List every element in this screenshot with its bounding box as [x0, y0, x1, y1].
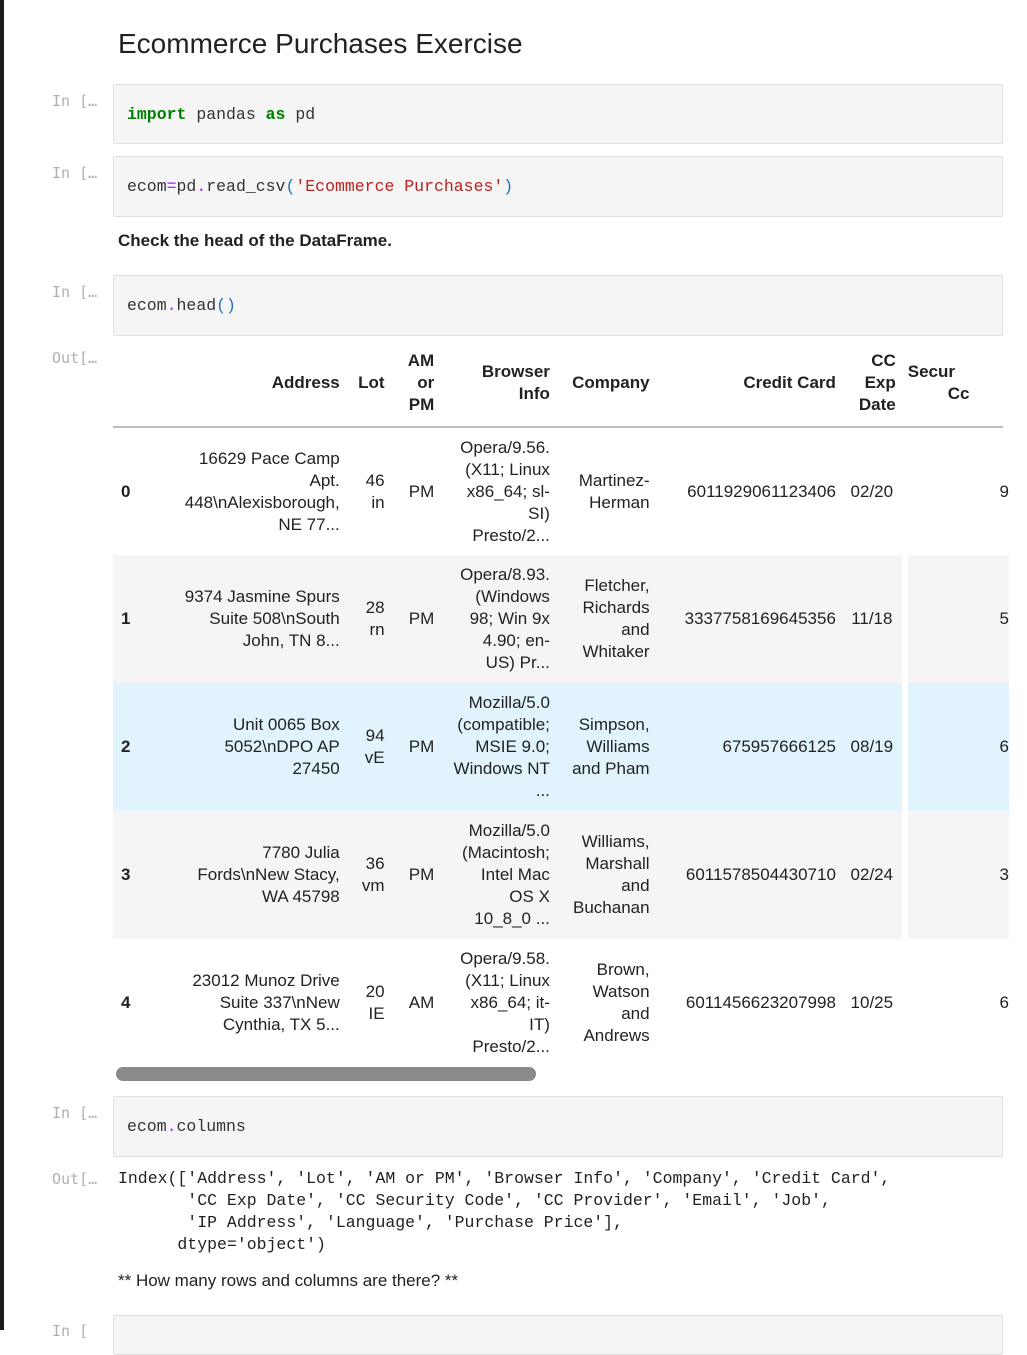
cell-am-or-pm: AM: [408, 993, 435, 1012]
cell-browser-info-line: (compatible;: [457, 715, 550, 734]
header-text: AM: [407, 351, 435, 370]
cell-company-line: and Pham: [572, 759, 650, 778]
cell-cc-exp-date: 02/20: [850, 481, 894, 501]
cell-lot: [346, 683, 391, 811]
cell-lot: [346, 939, 391, 1067]
cell-browser-info-line: ...: [535, 781, 550, 800]
cell-company-line: Simpson,: [578, 715, 650, 734]
cell-browser-info-line: Opera/9.56.: [460, 437, 550, 457]
row-index: 4: [121, 993, 131, 1012]
keyword: import: [127, 104, 187, 124]
cell-address: [139, 555, 346, 683]
table-row: [113, 683, 1003, 811]
cell-lot: [346, 811, 391, 939]
cell-company-line: Martinez-: [578, 470, 650, 490]
cell-cc-exp-date: 08/19: [850, 737, 894, 756]
cell-cc-security-code: 3: [999, 865, 1009, 884]
header-text: Lot: [358, 373, 385, 392]
cell-lot-line: 20: [365, 982, 385, 1001]
header-row: [113, 340, 1003, 427]
cell-address-line: Apt.: [309, 470, 340, 490]
cell-address: [139, 939, 346, 1067]
code-operator: .: [196, 177, 207, 196]
cell-browser-info: [440, 427, 556, 555]
cell-company-line: Watson: [592, 982, 650, 1001]
cell-am-or-pm: PM: [408, 609, 435, 628]
index-header: [113, 340, 139, 427]
cell-browser-info-line: OS X: [509, 887, 550, 906]
code-text: pandas: [186, 104, 266, 124]
code-var: ecom: [127, 177, 167, 196]
cell-address-line: 23012 Munoz Drive: [192, 971, 340, 990]
cell-credit-card: 6011578504430710: [685, 865, 836, 884]
cell-company-line: Andrews: [583, 1026, 650, 1045]
input-prompt: In […: [52, 1104, 98, 1122]
code-string: 'Ecommerce Purchases': [295, 177, 504, 196]
cell-address-line: Cynthia, TX 5...: [222, 1015, 340, 1034]
code-function: head: [176, 296, 217, 315]
header-text: Credit Card: [743, 373, 836, 392]
cell-lot-line: vm: [361, 876, 385, 895]
code-cell-read-csv[interactable]: [113, 156, 1003, 217]
cell-browser-info: [440, 939, 556, 1067]
cell-credit-card: 3337758169645356: [684, 609, 836, 628]
cell-cc-exp-date: 11/18: [851, 609, 893, 628]
table-row: [113, 939, 1003, 1067]
input-prompt: In [: [52, 1322, 89, 1340]
row-index: 3: [121, 865, 131, 884]
row-index: 1: [121, 609, 131, 628]
code-operator: .: [166, 296, 177, 315]
code-paren: (): [216, 296, 236, 315]
row-index: 0: [121, 481, 131, 501]
code-cell-import[interactable]: [113, 84, 1003, 144]
cell-browser-info-line: Intel Mac: [480, 865, 550, 884]
cell-lot: [346, 427, 391, 555]
dataframe-output[interactable]: [113, 340, 1009, 1070]
cell-browser-info-line: Windows NT: [453, 759, 550, 778]
header-text: PM: [408, 395, 435, 414]
cell-company-line: Herman: [589, 492, 650, 512]
cell-company: [556, 811, 656, 939]
cell-company-line: Williams: [586, 737, 650, 756]
cell-address-line: John, TN 8...: [242, 631, 340, 650]
cell-company-line: Brown,: [596, 960, 650, 979]
cell-lot-line: rn: [369, 620, 385, 639]
header-text: Info: [518, 384, 550, 403]
cell-lot-line: 28: [365, 598, 385, 617]
cell-browser-info-line: 4.90; en-: [482, 631, 550, 650]
header-text: Secur: [907, 362, 955, 381]
header-text: Exp: [864, 373, 896, 392]
column-header-cc-exp-date: [842, 340, 902, 427]
header-text: Date: [858, 395, 896, 414]
cell-address: [139, 811, 346, 939]
code-module: pd: [176, 177, 197, 196]
cell-cc-exp-date: 02/24: [850, 865, 894, 884]
cell-browser-info-line: x86_64; it-: [470, 993, 550, 1012]
output-prompt: Out[…: [52, 349, 98, 367]
column-header-credit-card: [656, 340, 842, 427]
output-prompt: Out[…: [52, 1170, 98, 1188]
cell-browser-info-line: x86_64; sl-: [466, 481, 550, 501]
header-text: or: [417, 373, 435, 392]
cell-browser-info-line: MSIE 9.0;: [475, 737, 550, 756]
cell-address-line: NE 77...: [278, 514, 340, 534]
code-paren: ): [503, 177, 514, 196]
cell-address: [139, 427, 346, 555]
header-text: Cc: [947, 384, 970, 403]
cell-browser-info-line: (Windows: [475, 587, 550, 606]
cell-lot-line: IE: [368, 1004, 385, 1023]
cell-company-line: and: [621, 620, 650, 639]
cell-browser-info-line: US) Pr...: [485, 653, 550, 672]
input-prompt: In […: [52, 283, 98, 301]
cell-company-line: Fletcher,: [584, 576, 650, 595]
cell-browser-info-line: IT): [529, 1015, 550, 1034]
cell-company-line: Buchanan: [573, 898, 650, 917]
header-text: Company: [572, 373, 650, 392]
header-text: CC: [871, 351, 896, 370]
cell-company-line: and: [621, 876, 650, 895]
cell-cc-security-code: 9: [999, 481, 1009, 501]
cell-lot-line: 46: [365, 470, 385, 490]
cell-browser-info-line: Opera/8.93.: [460, 565, 550, 584]
cell-company-line: Richards: [582, 598, 650, 617]
cell-address-line: 5052\nDPO AP: [224, 737, 340, 756]
code-cell-head[interactable]: [113, 275, 1003, 336]
cell-address-line: Unit 0065 Box: [232, 715, 340, 734]
column-header-cc-security-code: [902, 340, 1003, 427]
cell-cc-exp-date: 10/25: [850, 993, 894, 1012]
column-header-am-or-pm: [391, 340, 441, 427]
window-edge: [0, 0, 4, 1330]
cell-company-line: Marshall: [585, 854, 650, 873]
cell-credit-card: 675957666125: [722, 737, 836, 756]
cell-browser-info-line: 98; Win 9x: [469, 609, 550, 628]
cell-browser-info: [440, 683, 556, 811]
header-text: Browser: [481, 362, 550, 381]
cell-company: [556, 939, 656, 1067]
notebook-title: Ecommerce Purchases Exercise: [118, 28, 523, 59]
cell-browser-info: [440, 811, 556, 939]
cell-am-or-pm: PM: [408, 481, 435, 501]
code-cell-empty[interactable]: [113, 1315, 1003, 1355]
cell-cc-security-code: 5: [999, 609, 1009, 628]
cell-address-line: 448\nAlexisborough,: [184, 492, 340, 512]
code-paren: (: [285, 177, 296, 196]
row-index: 2: [121, 737, 131, 756]
cell-credit-card: 6011929061123406: [687, 481, 836, 501]
cell-lot-line: 36: [365, 854, 385, 873]
cell-company: [556, 427, 656, 555]
code-function: read_csv: [206, 177, 286, 196]
cell-address-line: WA 45798: [261, 887, 340, 906]
cell-browser-info-line: (X11; Linux: [465, 459, 550, 479]
dataframe-table: [113, 340, 1009, 1067]
cell-company: [556, 555, 656, 683]
cell-address-line: 27450: [292, 759, 340, 778]
columns-output: Index(['Address', 'Lot', 'AM or PM', 'Browser Info', 'Company', 'Credit Card', 'CC Exp Date', 'CC Security Code', 'CC Provider', 'Email', 'Job', 'IP Address', 'Language', 'Purchase Price'], dtype='object'): [118, 1169, 891, 1254]
cell-lot-line: in: [371, 492, 385, 512]
cell-company-line: Whitaker: [582, 642, 650, 661]
cell-lot-line: 94: [365, 726, 385, 745]
header-text: Address: [271, 373, 340, 392]
cell-address-line: Suite 508\nSouth: [209, 609, 340, 628]
input-prompt: In […: [52, 164, 98, 182]
input-prompt: In […: [52, 92, 98, 110]
cell-am-or-pm: PM: [408, 737, 435, 756]
horizontal-scrollbar[interactable]: [116, 1067, 536, 1081]
cell-address-line: 9374 Jasmine Spurs: [184, 587, 340, 606]
code-text: pd: [285, 104, 316, 124]
cell-credit-card: 6011456623207998: [685, 993, 836, 1012]
cell-browser-info-line: (Macintosh;: [462, 843, 550, 862]
cell-company-line: and: [621, 1004, 650, 1023]
table-row: [113, 427, 1003, 555]
cell-cc-security-code: 6: [999, 737, 1009, 756]
code-var: ecom: [127, 1117, 167, 1136]
code-attribute: columns: [176, 1117, 246, 1136]
table-row: [113, 811, 1003, 939]
cell-cc-security-code: 6: [999, 993, 1009, 1012]
cell-company-line: Williams,: [581, 832, 650, 851]
cell-browser-info: [440, 555, 556, 683]
cell-browser-info-line: Mozilla/5.0: [468, 693, 550, 712]
cell-browser-info-line: 10_8_0 ...: [474, 909, 550, 928]
markdown-cell: Check the head of the DataFrame.: [118, 231, 392, 250]
cell-browser-info-line: SI): [528, 503, 550, 523]
cell-browser-info-line: (X11; Linux: [465, 971, 550, 990]
cell-address-line: 16629 Pace Camp: [198, 448, 340, 468]
column-header-company: [556, 340, 656, 427]
cell-address: [139, 683, 346, 811]
cell-browser-info-line: Opera/9.58.: [460, 949, 550, 968]
cell-company: [556, 683, 656, 811]
cell-am-or-pm: PM: [408, 865, 435, 884]
cell-browser-info-line: Presto/2...: [472, 525, 550, 545]
keyword: as: [265, 104, 286, 124]
code-operator: =: [166, 177, 177, 196]
cell-browser-info-line: Presto/2...: [472, 1037, 550, 1056]
code-operator: .: [166, 1117, 177, 1136]
cell-browser-info-line: Mozilla/5.0: [468, 821, 550, 840]
code-cell-columns[interactable]: [113, 1096, 1003, 1157]
code-var: ecom: [127, 296, 167, 315]
table-row: [113, 555, 1003, 683]
cell-address-line: Fords\nNew Stacy,: [197, 865, 340, 884]
cell-lot: [346, 555, 391, 683]
cell-address-line: Suite 337\nNew: [219, 993, 340, 1012]
column-header-address: [139, 340, 346, 427]
cell-address-line: 7780 Julia: [262, 843, 340, 862]
column-header-browser-info: [440, 340, 556, 427]
column-header-lot: [346, 340, 391, 427]
cell-lot-line: vE: [364, 748, 385, 767]
markdown-cell: ** How many rows and columns are there? **: [118, 1271, 459, 1290]
